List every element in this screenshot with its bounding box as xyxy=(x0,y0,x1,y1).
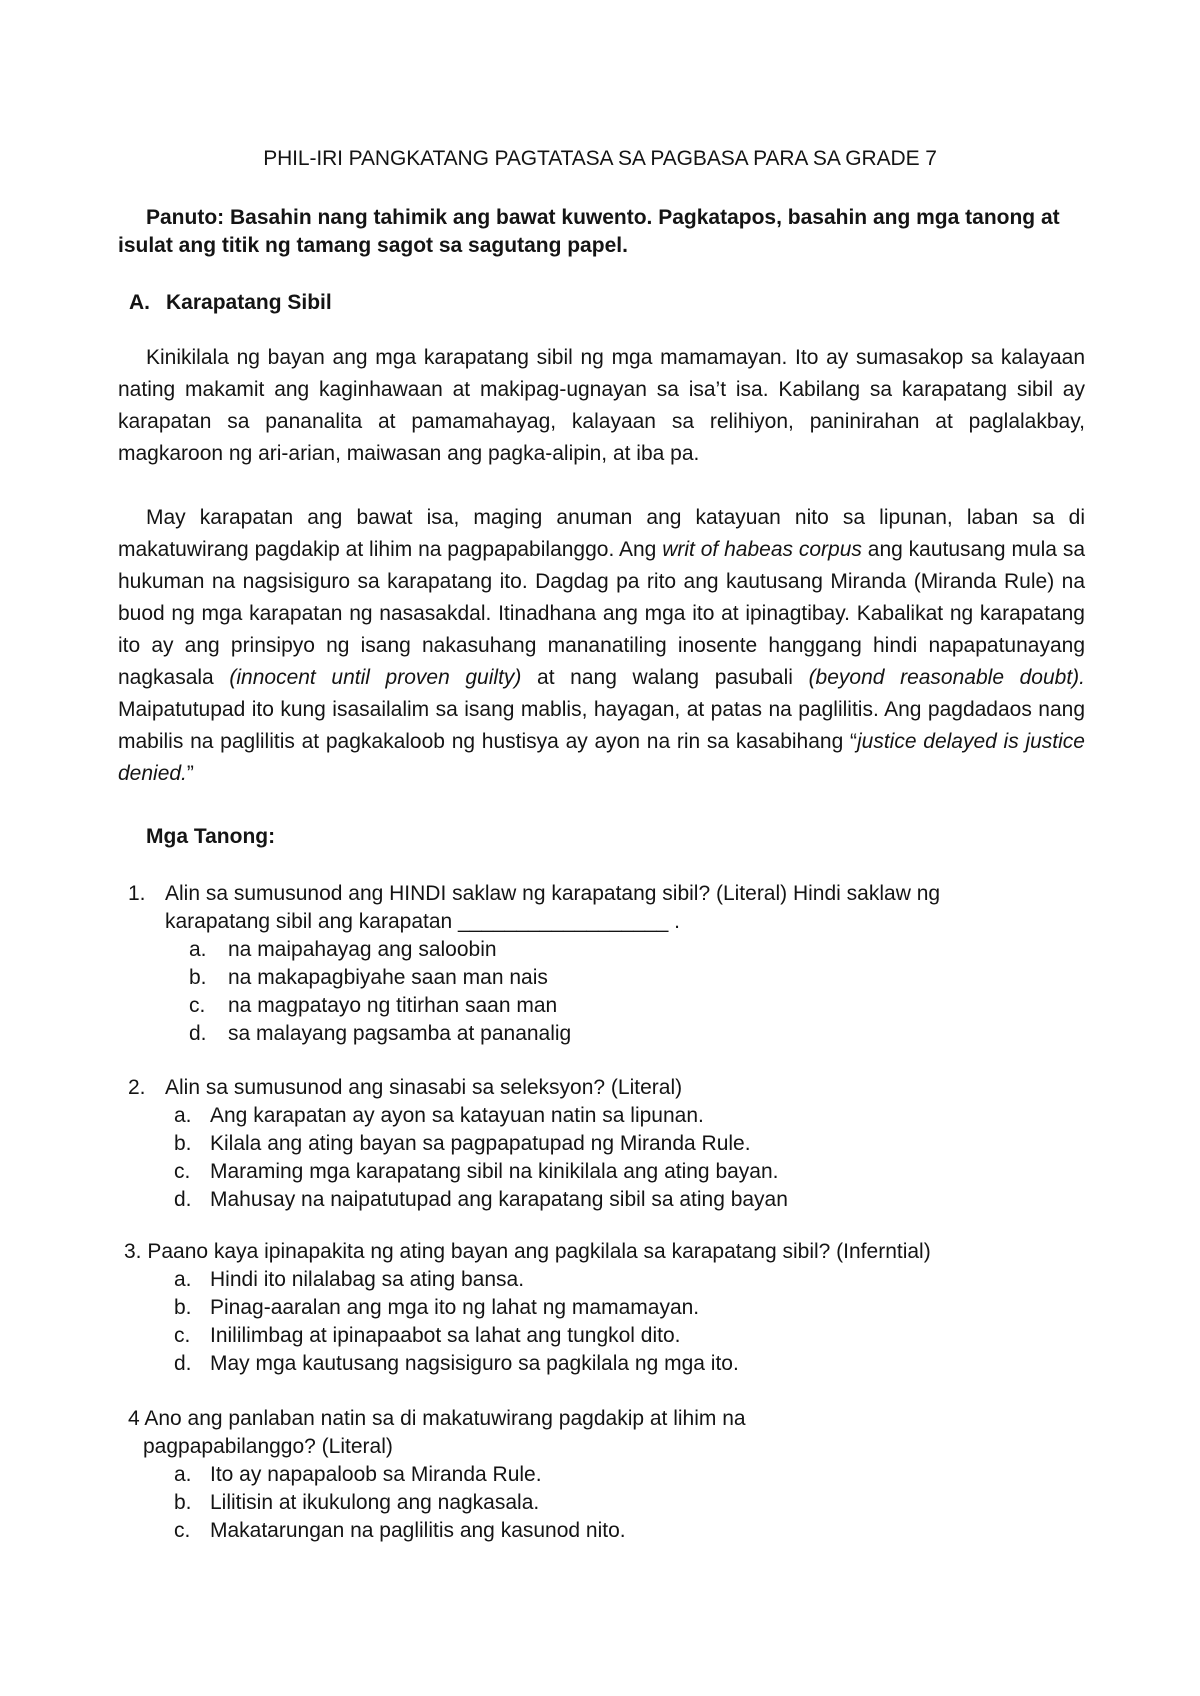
option-item xyxy=(174,1489,1088,1517)
option-letter: b. xyxy=(189,966,207,989)
question-4 xyxy=(128,1405,1088,1545)
page-title: PHIL-IRI PANGKATANG PAGTATASA SA PAGBASA PARA SA GRADE 7 xyxy=(263,147,937,170)
option-letter: d. xyxy=(174,1352,192,1375)
option-letter: a. xyxy=(174,1463,192,1486)
option-text: Lilitisin at ikukulong ang nagkasala. xyxy=(210,1491,540,1514)
para2-italic-innocent: (innocent until proven guilty) xyxy=(229,666,522,689)
option-letter: c. xyxy=(174,1160,191,1183)
option-text: Maraming mga karapatang sibil na kinikilala ang ating bayan. xyxy=(210,1160,779,1183)
question-2 xyxy=(128,1074,1088,1214)
option-letter: d. xyxy=(174,1188,192,1211)
option-letter: c. xyxy=(174,1324,191,1347)
option-item xyxy=(174,1517,1088,1545)
question-stem-line-2: pagpapabilanggo? (Literal) xyxy=(143,1435,393,1458)
story-paragraph-2 xyxy=(118,502,1085,790)
option-list xyxy=(124,1266,1104,1378)
option-letter: b. xyxy=(174,1132,192,1155)
option-text: Kilala ang ating bayan sa pagpapatupad ng Miranda Rule. xyxy=(210,1132,751,1155)
option-item xyxy=(174,1158,1088,1186)
option-list xyxy=(128,1102,1088,1214)
para2-text-1: May karapatan ang bawat isa, maging anuman ang katayuan nito sa lipunan, laban sa di makatuwirang pagdakip at lihim na pagpapabilanggo. Ang xyxy=(118,506,1085,561)
question-3 xyxy=(124,1238,1104,1378)
question-number: 2. xyxy=(128,1076,146,1099)
option-text: Ang karapatan ay ayon sa katayuan natin sa lipunan. xyxy=(210,1104,704,1127)
option-item xyxy=(189,936,1088,964)
para2-text-3: at nang walang pasubali xyxy=(521,666,809,689)
option-text: Inililimbag at ipinapaabot sa lahat ang tungkol dito. xyxy=(210,1324,681,1347)
option-item xyxy=(174,1186,1088,1214)
option-text: Pinag-aaralan ang mga ito ng lahat ng mamamayan. xyxy=(210,1296,700,1319)
option-letter: b. xyxy=(174,1491,192,1514)
option-text: Hindi ito nilalabag sa ating bansa. xyxy=(210,1268,525,1291)
instructions: Panuto: Basahin nang tahimik ang bawat kuwento. Pagkatapos, basahin ang mga tanong at isulat ang titik ng tamang sagot sa sagutang papel. xyxy=(118,206,1060,257)
para2-italic-habeas-corpus: writ of habeas corpus xyxy=(662,538,862,561)
question-stem xyxy=(128,880,1088,908)
option-item xyxy=(189,1020,1088,1048)
question-stem-line-1: 3. Paano kaya ipinapakita ng ating bayan ang pagkilala sa karapatang sibil? (Inferntial) xyxy=(124,1240,931,1263)
questions-heading: Mga Tanong: xyxy=(146,825,276,848)
option-text: May mga kautusang nagsisiguro sa pagkilala ng mga ito. xyxy=(210,1352,739,1375)
para2-text-5: ” xyxy=(186,762,194,785)
option-item xyxy=(189,992,1088,1020)
option-item xyxy=(174,1130,1088,1158)
section-title: Karapatang Sibil xyxy=(166,291,332,314)
question-number: 1. xyxy=(128,882,146,905)
option-text: na magpatayo ng titirhan saan man xyxy=(228,994,558,1017)
question-stem-line-2: karapatang sibil ang karapatan __________________ . xyxy=(165,910,680,933)
option-list xyxy=(128,1461,1088,1545)
option-text: na makapagbiyahe saan man nais xyxy=(228,966,548,989)
option-text: Mahusay na naipatutupad ang karapatang sibil sa ating bayan xyxy=(210,1188,788,1211)
option-letter: c. xyxy=(174,1519,191,1542)
option-text: sa malayang pagsamba at pananalig xyxy=(228,1022,572,1045)
option-letter: a. xyxy=(189,938,207,961)
option-letter: a. xyxy=(174,1104,192,1127)
option-item xyxy=(174,1322,1104,1350)
question-stem-line-1: Alin sa sumusunod ang HINDI saklaw ng karapatang sibil? (Literal) Hindi saklaw ng xyxy=(165,882,941,905)
option-item xyxy=(174,1102,1088,1130)
para2-text-2: ang kautusang mula sa hukuman na nagsisiguro sa karapatang ito. Dagdag pa rito ang kautusang Miranda (Miranda Rule) na buod ng mga karapatan ng nasasakdal. Itinadhana ang mga ito at ipinagtibay. Kabalikat ng karapatang ito ay ang prinsipyo ng isang nakasuhang mananatiling inosente hanggang hindi napapatunayang nagkasala xyxy=(118,538,1086,689)
para2-italic-justice: justice delayed is justice denied. xyxy=(118,730,1085,785)
para2-text-4: Maipatutupad ito kung isasailalim sa isang mablis, hayagan, at patas na paglilitis. Ang pagdadaos nang mabilis na paglilitis at pagkakaloob ng hustisya ay ayon na rin sa kasabihang “ xyxy=(118,698,1085,753)
option-text: na maipahayag ang saloobin xyxy=(228,938,497,961)
section-heading xyxy=(129,289,332,317)
section-letter: A. xyxy=(129,291,150,314)
option-letter: c. xyxy=(189,994,206,1017)
story-paragraph-1: Kinikilala ng bayan ang mga karapatang sibil ng mga mamamayan. Ito ay sumasakop sa kalayaan nating makamit ang kaginhawaan at makipag-ugnayan sa isa’t isa. Kabilang sa karapatang sibil ay karapatan sa pananalita at pamamahayag, kalayaan sa relihiyon, paninirahan at paglalakbay, magkaroon ng ari-arian, maiwasan ang pagka-alipin, at iba pa. xyxy=(118,346,1085,465)
option-item xyxy=(174,1350,1104,1378)
option-text: Makatarungan na paglilitis ang kasunod nito. xyxy=(210,1519,626,1542)
option-list xyxy=(128,936,1088,1048)
option-letter: d. xyxy=(189,1022,207,1045)
question-1 xyxy=(128,880,1088,1048)
question-stem xyxy=(128,1074,1088,1102)
option-text: Ito ay napapaloob sa Miranda Rule. xyxy=(210,1463,542,1486)
option-item xyxy=(174,1266,1104,1294)
para2-italic-beyond-doubt: (beyond reasonable doubt). xyxy=(808,666,1085,689)
question-stem-line-1: 4 Ano ang panlaban natin sa di makatuwirang pagdakip at lihim na xyxy=(128,1407,746,1430)
option-item xyxy=(174,1294,1104,1322)
option-item xyxy=(174,1461,1088,1489)
question-stem-line-1: Alin sa sumusunod ang sinasabi sa seleksyon? (Literal) xyxy=(165,1076,683,1099)
option-letter: b. xyxy=(174,1296,192,1319)
option-item xyxy=(189,964,1088,992)
option-letter: a. xyxy=(174,1268,192,1291)
